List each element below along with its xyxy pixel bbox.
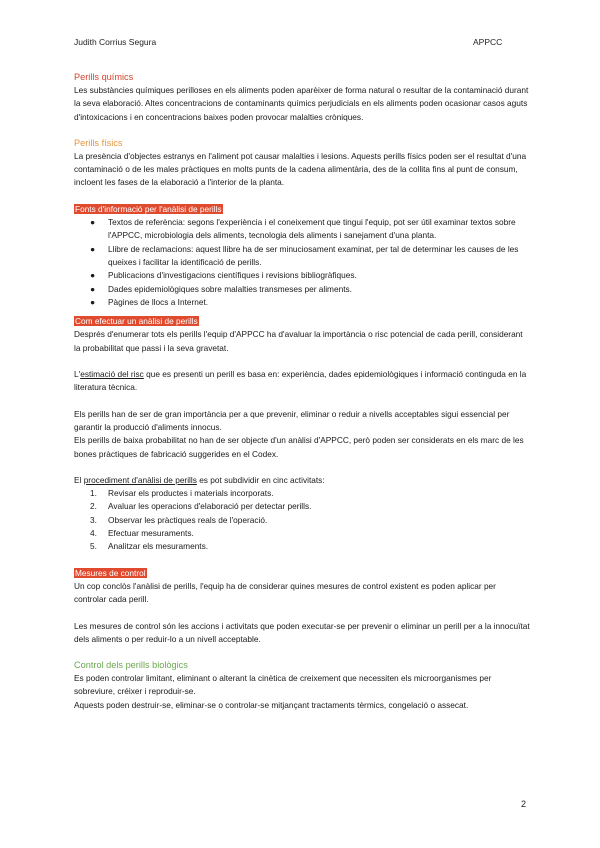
list-item: ● Pàgines de llocs a Internet.: [108, 296, 530, 309]
paragraph-fisics: La presència d'objectes estranys en l'aliment pot causar malalties i lesions. Aquests perills físics poden ser el resultat d'una contaminació o de les males pràctiques en molts punts de la cadena alimentària, des de la collita fins al punt de consum, incloent les fases de la elaboració a l'interior de la planta.: [74, 150, 527, 188]
heading-perills-biologics: Control dels perills biològics: [74, 660, 188, 671]
header-author: Judith Corrius Segura: [74, 37, 157, 47]
header-title: APPCC: [473, 37, 503, 47]
paragraph-efectuar-4: Els perills de baixa probabilitat no han de ser objecte d'un anàlisi d'APPCC, però poden ser considerats en els marc de les bones pràctiques de fabricació suggerides en el Codex.: [74, 435, 524, 459]
list-item: 3. Observar les pràctiques reals de l'operació.: [90, 514, 268, 525]
paragraph-procediment: El procediment d'anàlisi de perills es pot subdividir en cinc activitats:: [74, 474, 325, 485]
paragraph-biologics-1: Es poden controlar limitant, eliminant o alterant la cinètica de creixement que necessiten els microorganismes per sobreviure, créixer i reproduir-se.: [74, 673, 492, 697]
paragraph-mesures-1: Un cop conclòs l'anàlisi de perills, l'equip ha de considerar quines mesures de control existent es poden aplicar per controlar cada perill.: [74, 580, 496, 605]
list-item: ● Textos de referència: segons l'experiència i el coneixement que tingui l'equip, pot ser útil examinar textos sobre l'APPCC, microbiologia dels aliments, tecnologia dels aliments i sanejament d'una planta.: [90, 217, 516, 241]
heading-perills-quimics: Perills químics: [74, 72, 134, 82]
paragraph-efectuar-3: Els perills han de ser de gran importància per a que prevenir, eliminar o reduir a nivells acceptables sigui essencial per garantir la producció d'aliments innocus.: [74, 408, 510, 432]
heading-com-efectuar: Com efectuar un anàlisi de perills: [75, 316, 198, 327]
page-content: [74, 71, 530, 712]
paragraph-efectuar-1: Després d'enumerar tots els perills l'equip d'APPCC ha d'avaluar la importància o risc potencial de cada perill, considerant la probabilitat que passi i la seva gravetat.: [74, 329, 523, 353]
list-item: ● Publicacions d'investigacions científiques i revisions bibliogràfiques.: [108, 269, 530, 282]
heading-perills-fisics: Perills físics: [74, 137, 123, 148]
bullet-icon: ●: [90, 270, 96, 281]
heading-mesures-control: Mesures de control: [75, 567, 146, 578]
list-item: 1. Revisar els productes i materials incorporats.: [90, 488, 274, 499]
paragraph-quimics: Les substàncies químiques perilloses en els aliments poden aparèixer de forma natural o resultar de la contaminació durant la seva elaboració. Altes concentracions de contaminants químics perjudicials en els aliments poden ocasionar casos aguts d'intoxicacions i en concentracions baixes poden provocar malalties cròniques.: [74, 85, 529, 122]
bullet-icon: ●: [90, 217, 96, 228]
estimacio-risc-term: estimació del risc: [80, 369, 144, 380]
bullet-icon: ●: [90, 296, 96, 307]
paragraph-biologics-2: Aquests poden destruir-se, eliminar-se o controlar-se mitjançant tractaments tèrmics, congelació o assecat.: [74, 699, 469, 710]
bullet-icon: ●: [90, 283, 96, 294]
list-item: ● Dades epidemiològiques sobre malalties transmeses per aliments.: [108, 283, 530, 296]
heading-fonts-informacio: Fonts d'informació per l'anàlisi de perills: [75, 203, 222, 214]
list-activitats: [74, 487, 530, 553]
bullet-icon: ●: [90, 243, 96, 254]
list-item: 5. Analitzar els mesuraments.: [90, 541, 209, 552]
procediment-term: procediment d'anàlisi de perills: [83, 474, 197, 485]
paragraph-mesures-2: Les mesures de control són les accions i activitats que poden executar-se per prevenir o eliminar un perill per a la innocuïtat dels aliments o per reduir-lo a un nivell acceptable.: [74, 620, 530, 644]
paragraph-estimacio-risc: L'estimació del risc que es presenti un perill es basa en: experiència, dades epidemiològiques i informació continguda en la literatura tècnica.: [74, 369, 527, 393]
list-fonts-informacio: [74, 216, 530, 309]
list-item: ● Llibre de reclamacions: aquest llibre ha de ser minuciosament examinat, per tal de determinar les causes de les queixes i facilitar la identificació de perills.: [90, 243, 519, 267]
list-item: 4. Efectuar mesuraments.: [90, 528, 194, 539]
list-item: 2. Avaluar les operacions d'elaboració per detectar perills.: [90, 501, 312, 512]
page-number: 2: [521, 799, 527, 809]
